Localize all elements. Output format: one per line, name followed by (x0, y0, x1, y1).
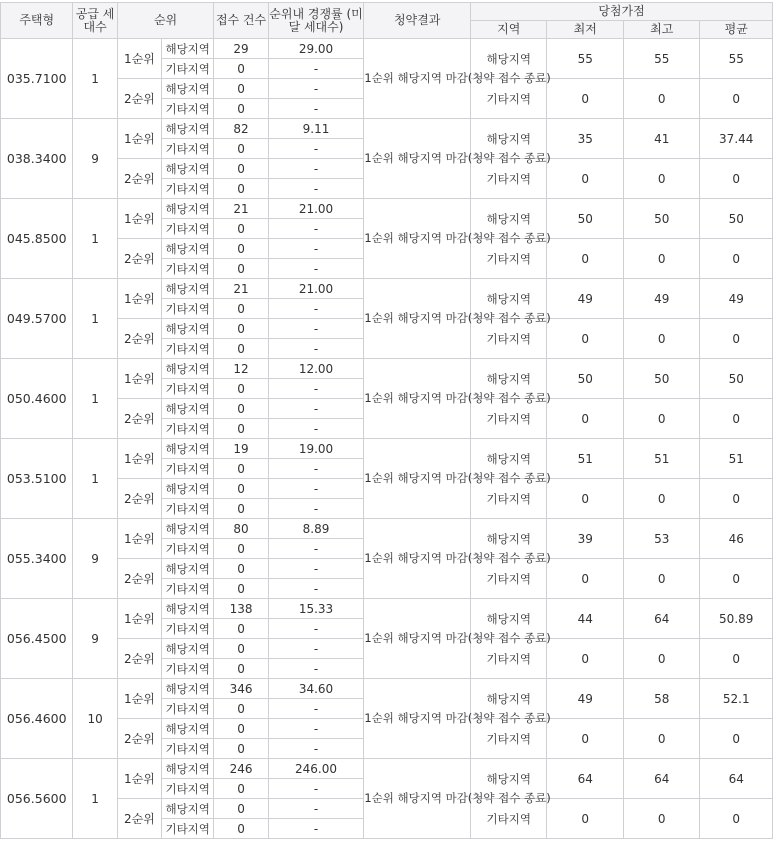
competition-ratio-cell: - (268, 139, 364, 159)
region-cell: 해당지역 (162, 519, 214, 539)
region-cell: 기타지역 (162, 99, 214, 119)
region-cell: 해당지역 (162, 479, 214, 499)
score-avg-cell: 37.44 (700, 119, 773, 159)
score-max-cell: 50 (623, 359, 699, 399)
region-cell: 기타지역 (162, 779, 214, 799)
result-cell: 1순위 해당지역 마감(청약 접수 종료) (364, 519, 471, 599)
competition-ratio-cell: - (268, 799, 364, 819)
region-cell: 해당지역 (162, 679, 214, 699)
score-max-cell: 0 (623, 479, 699, 519)
supply-units-cell: 10 (73, 679, 117, 759)
score-min-cell: 55 (547, 39, 623, 79)
score-region-cell: 해당지역 (471, 199, 547, 239)
table-row (1, 359, 773, 379)
score-max-cell: 53 (623, 519, 699, 559)
region-cell: 해당지역 (162, 399, 214, 419)
region-cell: 기타지역 (162, 339, 214, 359)
applications-cell: 0 (214, 379, 268, 399)
score-min-cell: 49 (547, 679, 623, 719)
applications-cell: 29 (214, 39, 268, 59)
competition-ratio-cell: - (268, 719, 364, 739)
result-cell: 1순위 해당지역 마감(청약 접수 종료) (364, 759, 471, 839)
region-cell: 기타지역 (162, 179, 214, 199)
applications-cell: 0 (214, 239, 268, 259)
score-region-cell: 해당지역 (471, 759, 547, 799)
supply-units-cell: 9 (73, 119, 117, 199)
rank-cell: 1순위 (117, 279, 161, 319)
applications-cell: 0 (214, 559, 268, 579)
housing-type-cell: 050.4600 (1, 359, 73, 439)
result-cell: 1순위 해당지역 마감(청약 접수 종료) (364, 199, 471, 279)
applications-cell: 0 (214, 639, 268, 659)
region-cell: 기타지역 (162, 619, 214, 639)
score-region-cell: 기타지역 (471, 639, 547, 679)
housing-type-cell: 035.7100 (1, 39, 73, 119)
competition-ratio-cell: - (268, 219, 364, 239)
rank-cell: 2순위 (117, 639, 161, 679)
result-cell: 1순위 해당지역 마감(청약 접수 종료) (364, 599, 471, 679)
applications-cell: 0 (214, 259, 268, 279)
region-cell: 해당지역 (162, 159, 214, 179)
housing-type-cell: 045.8500 (1, 199, 73, 279)
table-row (1, 279, 773, 299)
housing-type-cell: 056.4600 (1, 679, 73, 759)
region-cell: 기타지역 (162, 539, 214, 559)
region-cell: 해당지역 (162, 599, 214, 619)
rank-cell: 1순위 (117, 359, 161, 399)
table-row (1, 519, 773, 539)
competition-ratio-cell: - (268, 399, 364, 419)
score-region-cell: 해당지역 (471, 279, 547, 319)
table-row (1, 759, 773, 779)
supply-units-cell: 9 (73, 519, 117, 599)
applications-cell: 0 (214, 59, 268, 79)
score-min-cell: 39 (547, 519, 623, 559)
region-cell: 기타지역 (162, 459, 214, 479)
applications-cell: 0 (214, 219, 268, 239)
region-cell: 기타지역 (162, 59, 214, 79)
score-min-cell: 0 (547, 399, 623, 439)
score-avg-cell: 52.1 (700, 679, 773, 719)
housing-type-cell: 056.5600 (1, 759, 73, 839)
competition-ratio-cell: - (268, 239, 364, 259)
competition-ratio-cell: - (268, 579, 364, 599)
score-region-cell: 기타지역 (471, 799, 547, 839)
competition-ratio-cell: - (268, 59, 364, 79)
supply-units-cell: 9 (73, 599, 117, 679)
score-avg-cell: 0 (700, 559, 773, 599)
score-max-cell: 0 (623, 399, 699, 439)
header-applications: 접수 건수 (214, 3, 268, 39)
score-min-cell: 50 (547, 199, 623, 239)
score-min-cell: 49 (547, 279, 623, 319)
rank-cell: 1순위 (117, 679, 161, 719)
score-max-cell: 0 (623, 559, 699, 599)
competition-ratio-cell: - (268, 479, 364, 499)
region-cell: 기타지역 (162, 219, 214, 239)
score-avg-cell: 51 (700, 439, 773, 479)
score-max-cell: 64 (623, 599, 699, 639)
supply-units-cell: 1 (73, 199, 117, 279)
score-max-cell: 58 (623, 679, 699, 719)
applications-cell: 0 (214, 779, 268, 799)
score-max-cell: 0 (623, 799, 699, 839)
score-region-cell: 해당지역 (471, 679, 547, 719)
applications-cell: 0 (214, 139, 268, 159)
applications-cell: 12 (214, 359, 268, 379)
score-avg-cell: 64 (700, 759, 773, 799)
table-row (1, 679, 773, 699)
rank-cell: 2순위 (117, 559, 161, 599)
score-avg-cell: 0 (700, 239, 773, 279)
competition-ratio-cell: - (268, 159, 364, 179)
region-cell: 기타지역 (162, 699, 214, 719)
applications-cell: 0 (214, 479, 268, 499)
applications-cell: 0 (214, 339, 268, 359)
score-region-cell: 기타지역 (471, 479, 547, 519)
score-max-cell: 0 (623, 79, 699, 119)
competition-ratio-cell: - (268, 299, 364, 319)
region-cell: 해당지역 (162, 439, 214, 459)
score-avg-cell: 55 (700, 39, 773, 79)
region-cell: 해당지역 (162, 759, 214, 779)
competition-ratio-cell: - (268, 259, 364, 279)
competition-ratio-cell: - (268, 559, 364, 579)
header-housing-type: 주택형 (1, 3, 73, 39)
score-min-cell: 44 (547, 599, 623, 639)
score-avg-cell: 0 (700, 479, 773, 519)
supply-units-cell: 1 (73, 759, 117, 839)
competition-ratio-cell: - (268, 319, 364, 339)
score-region-cell: 해당지역 (471, 119, 547, 159)
score-avg-cell: 0 (700, 319, 773, 359)
competition-ratio-cell: - (268, 739, 364, 759)
score-avg-cell: 50 (700, 199, 773, 239)
competition-ratio-cell: - (268, 539, 364, 559)
score-min-cell: 0 (547, 719, 623, 759)
score-avg-cell: 49 (700, 279, 773, 319)
applications-cell: 0 (214, 499, 268, 519)
supply-units-cell: 1 (73, 359, 117, 439)
score-max-cell: 55 (623, 39, 699, 79)
competition-ratio-cell: 34.60 (268, 679, 364, 699)
score-region-cell: 기타지역 (471, 79, 547, 119)
applications-cell: 0 (214, 699, 268, 719)
applications-cell: 346 (214, 679, 268, 699)
score-min-cell: 0 (547, 559, 623, 599)
competition-ratio-cell: - (268, 699, 364, 719)
rank-cell: 2순위 (117, 159, 161, 199)
region-cell: 기타지역 (162, 419, 214, 439)
housing-type-cell: 038.3400 (1, 119, 73, 199)
competition-ratio-cell: 21.00 (268, 279, 364, 299)
result-cell: 1순위 해당지역 마감(청약 접수 종료) (364, 279, 471, 359)
competition-ratio-cell: - (268, 459, 364, 479)
competition-ratio-cell: - (268, 419, 364, 439)
competition-ratio-cell: - (268, 619, 364, 639)
header-region: 지역 (471, 21, 547, 39)
region-cell: 해당지역 (162, 559, 214, 579)
housing-type-cell: 049.5700 (1, 279, 73, 359)
subscription-results-table (0, 2, 773, 839)
applications-cell: 0 (214, 459, 268, 479)
header-result: 청약결과 (364, 3, 471, 39)
competition-ratio-cell: - (268, 179, 364, 199)
applications-cell: 0 (214, 619, 268, 639)
region-cell: 기타지역 (162, 379, 214, 399)
competition-ratio-cell: - (268, 659, 364, 679)
header-winning-score: 당첨가점 (471, 3, 773, 21)
score-avg-cell: 0 (700, 639, 773, 679)
table-row (1, 199, 773, 219)
applications-cell: 0 (214, 579, 268, 599)
table-row (1, 39, 773, 59)
score-min-cell: 64 (547, 759, 623, 799)
score-region-cell: 기타지역 (471, 559, 547, 599)
applications-cell: 0 (214, 179, 268, 199)
applications-cell: 0 (214, 159, 268, 179)
score-avg-cell: 0 (700, 799, 773, 839)
rank-cell: 1순위 (117, 439, 161, 479)
region-cell: 기타지역 (162, 659, 214, 679)
result-cell: 1순위 해당지역 마감(청약 접수 종료) (364, 679, 471, 759)
score-max-cell: 51 (623, 439, 699, 479)
applications-cell: 0 (214, 399, 268, 419)
header-min: 최저 (547, 21, 623, 39)
table-row (1, 599, 773, 619)
competition-ratio-cell: 12.00 (268, 359, 364, 379)
supply-units-cell: 1 (73, 279, 117, 359)
score-min-cell: 0 (547, 319, 623, 359)
competition-ratio-cell: - (268, 79, 364, 99)
region-cell: 해당지역 (162, 639, 214, 659)
region-cell: 기타지역 (162, 299, 214, 319)
competition-ratio-cell: - (268, 499, 364, 519)
competition-ratio-cell: - (268, 99, 364, 119)
region-cell: 해당지역 (162, 799, 214, 819)
competition-ratio-cell: - (268, 779, 364, 799)
competition-ratio-cell: 8.89 (268, 519, 364, 539)
score-region-cell: 해당지역 (471, 39, 547, 79)
score-min-cell: 35 (547, 119, 623, 159)
result-cell: 1순위 해당지역 마감(청약 접수 종료) (364, 359, 471, 439)
score-avg-cell: 50 (700, 359, 773, 399)
score-avg-cell: 46 (700, 519, 773, 559)
score-avg-cell: 0 (700, 719, 773, 759)
applications-cell: 0 (214, 79, 268, 99)
score-region-cell: 기타지역 (471, 159, 547, 199)
rank-cell: 2순위 (117, 799, 161, 839)
rank-cell: 2순위 (117, 399, 161, 439)
competition-ratio-cell: - (268, 819, 364, 839)
competition-ratio-cell: 29.00 (268, 39, 364, 59)
competition-ratio-cell: 15.33 (268, 599, 364, 619)
applications-cell: 0 (214, 819, 268, 839)
score-min-cell: 50 (547, 359, 623, 399)
score-region-cell: 기타지역 (471, 319, 547, 359)
score-avg-cell: 0 (700, 399, 773, 439)
score-max-cell: 64 (623, 759, 699, 799)
score-avg-cell: 50.89 (700, 599, 773, 639)
header-avg: 평균 (700, 21, 773, 39)
competition-ratio-cell: 19.00 (268, 439, 364, 459)
rank-cell: 1순위 (117, 599, 161, 639)
competition-ratio-cell: - (268, 339, 364, 359)
score-region-cell: 해당지역 (471, 519, 547, 559)
applications-cell: 80 (214, 519, 268, 539)
score-max-cell: 0 (623, 319, 699, 359)
region-cell: 기타지역 (162, 819, 214, 839)
score-min-cell: 0 (547, 479, 623, 519)
rank-cell: 1순위 (117, 519, 161, 559)
applications-cell: 0 (214, 659, 268, 679)
applications-cell: 246 (214, 759, 268, 779)
table-row (1, 439, 773, 459)
rank-cell: 1순위 (117, 199, 161, 239)
supply-units-cell: 1 (73, 439, 117, 519)
region-cell: 해당지역 (162, 319, 214, 339)
table-body (1, 39, 773, 839)
region-cell: 해당지역 (162, 359, 214, 379)
rank-cell: 1순위 (117, 119, 161, 159)
header-rank: 순위 (117, 3, 214, 39)
region-cell: 해당지역 (162, 39, 214, 59)
region-cell: 기타지역 (162, 259, 214, 279)
applications-cell: 0 (214, 99, 268, 119)
rank-cell: 2순위 (117, 479, 161, 519)
region-cell: 기타지역 (162, 139, 214, 159)
score-max-cell: 50 (623, 199, 699, 239)
score-avg-cell: 0 (700, 159, 773, 199)
housing-type-cell: 056.4500 (1, 599, 73, 679)
region-cell: 기타지역 (162, 499, 214, 519)
competition-ratio-cell: 246.00 (268, 759, 364, 779)
header-supply-units: 공급 세대수 (73, 3, 117, 39)
region-cell: 해당지역 (162, 279, 214, 299)
score-min-cell: 0 (547, 799, 623, 839)
competition-ratio-cell: - (268, 639, 364, 659)
score-min-cell: 51 (547, 439, 623, 479)
region-cell: 해당지역 (162, 239, 214, 259)
score-avg-cell: 0 (700, 79, 773, 119)
region-cell: 기타지역 (162, 739, 214, 759)
region-cell: 해당지역 (162, 119, 214, 139)
score-max-cell: 41 (623, 119, 699, 159)
rank-cell: 2순위 (117, 719, 161, 759)
competition-ratio-cell: - (268, 379, 364, 399)
applications-cell: 19 (214, 439, 268, 459)
score-min-cell: 0 (547, 239, 623, 279)
result-cell: 1순위 해당지역 마감(청약 접수 종료) (364, 39, 471, 119)
score-region-cell: 기타지역 (471, 399, 547, 439)
score-max-cell: 0 (623, 159, 699, 199)
region-cell: 해당지역 (162, 199, 214, 219)
score-region-cell: 기타지역 (471, 239, 547, 279)
applications-cell: 21 (214, 279, 268, 299)
result-cell: 1순위 해당지역 마감(청약 접수 종료) (364, 119, 471, 199)
housing-type-cell: 053.5100 (1, 439, 73, 519)
rank-cell: 2순위 (117, 239, 161, 279)
applications-cell: 0 (214, 719, 268, 739)
table-row (1, 119, 773, 139)
rank-cell: 1순위 (117, 39, 161, 79)
applications-cell: 0 (214, 539, 268, 559)
score-max-cell: 0 (623, 639, 699, 679)
applications-cell: 0 (214, 319, 268, 339)
score-region-cell: 해당지역 (471, 439, 547, 479)
applications-cell: 0 (214, 419, 268, 439)
score-max-cell: 49 (623, 279, 699, 319)
score-min-cell: 0 (547, 159, 623, 199)
header-max: 최고 (623, 21, 699, 39)
score-max-cell: 0 (623, 719, 699, 759)
applications-cell: 21 (214, 199, 268, 219)
score-region-cell: 기타지역 (471, 719, 547, 759)
applications-cell: 82 (214, 119, 268, 139)
competition-ratio-cell: 21.00 (268, 199, 364, 219)
region-cell: 해당지역 (162, 719, 214, 739)
header-competition: 순위내 경쟁률 (미달 세대수) (268, 3, 364, 39)
score-region-cell: 해당지역 (471, 599, 547, 639)
score-region-cell: 해당지역 (471, 359, 547, 399)
region-cell: 해당지역 (162, 79, 214, 99)
rank-cell: 2순위 (117, 79, 161, 119)
result-cell: 1순위 해당지역 마감(청약 접수 종료) (364, 439, 471, 519)
region-cell: 기타지역 (162, 579, 214, 599)
applications-cell: 0 (214, 739, 268, 759)
housing-type-cell: 055.3400 (1, 519, 73, 599)
supply-units-cell: 1 (73, 39, 117, 119)
score-max-cell: 0 (623, 239, 699, 279)
rank-cell: 1순위 (117, 759, 161, 799)
rank-cell: 2순위 (117, 319, 161, 359)
score-min-cell: 0 (547, 79, 623, 119)
applications-cell: 0 (214, 299, 268, 319)
applications-cell: 138 (214, 599, 268, 619)
competition-ratio-cell: 9.11 (268, 119, 364, 139)
score-min-cell: 0 (547, 639, 623, 679)
applications-cell: 0 (214, 799, 268, 819)
